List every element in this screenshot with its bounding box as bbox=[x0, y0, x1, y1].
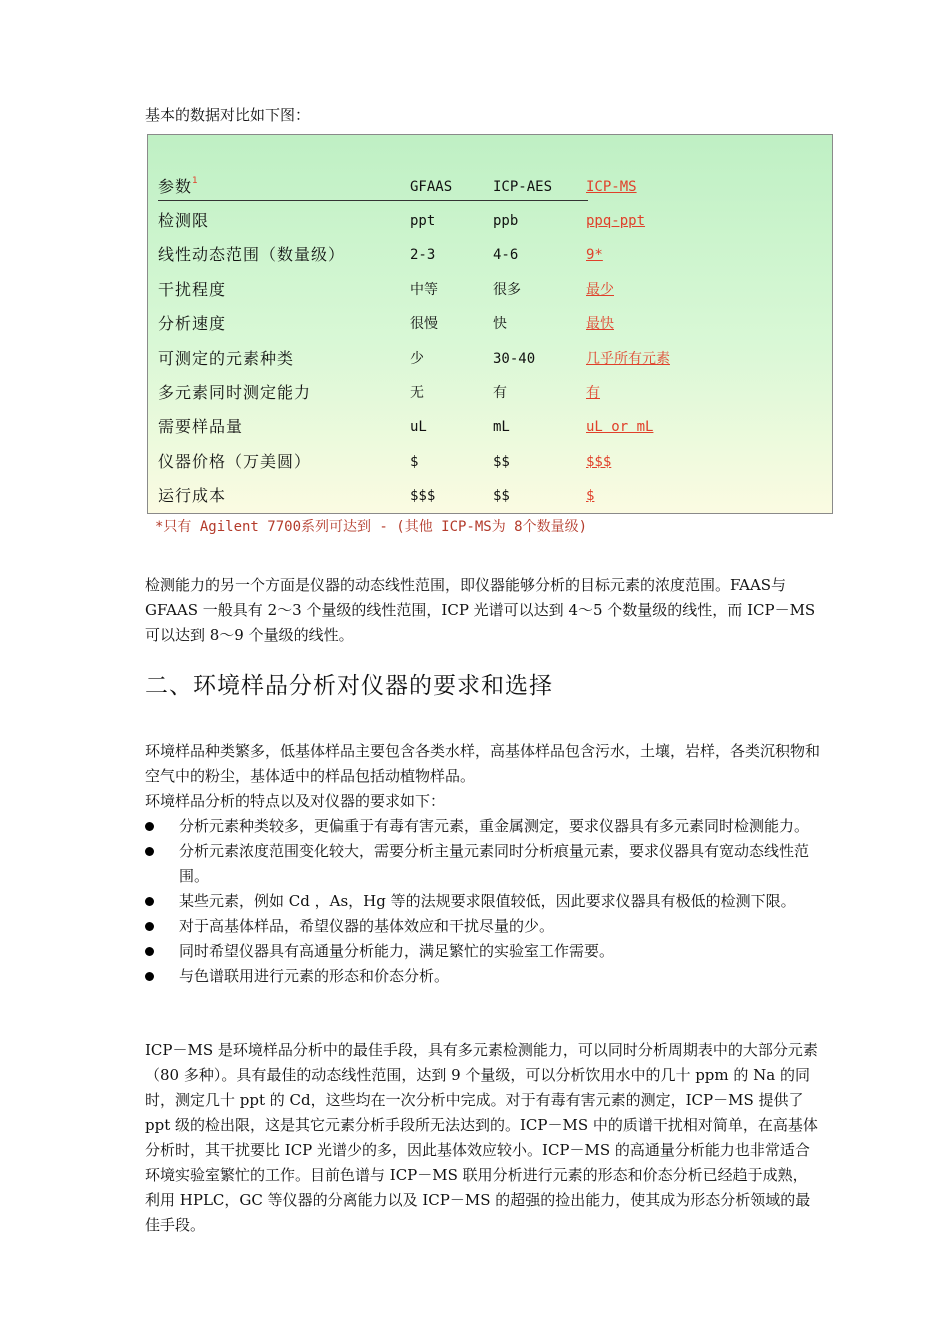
header-col3: ICP-MS bbox=[586, 179, 637, 195]
list-item bbox=[145, 964, 820, 989]
paragraph-sample-types: 环境样品种类繁多，低基体样品主要包含各类水样，高基体样品包含污水，土壤，岩样，各类沉积物和空气中的粉尘，基体适中的样品包括动植物样品。 bbox=[145, 742, 821, 785]
header-col2: ICP-AES bbox=[493, 179, 553, 195]
list-item-text: 同时希望仪器具有高通量分析能力，满足繁忙的实验室工作需要。 bbox=[179, 942, 615, 960]
row-param: 线性动态范围（数量级） bbox=[158, 245, 346, 265]
list-item-text: 某些元素，例如 Cd ，As，Hg 等的法规要求限值较低，因此要求仪器具有极低的检测下限。 bbox=[179, 892, 796, 910]
row-gfaas: 很慢 bbox=[410, 316, 438, 333]
paragraph-icpms-summary: ICP－MS 是环境样品分析中的最佳手段，具有多元素检测能力，可以同时分析周期表中的大部分元素（80 多种）。具有最佳的动态线性范围，达到 9 个量级，可以分析饮用水中的几十 ppm 的 Na 的同时，测定几十 ppt 的 Cd，这些均在一次分析中完成。对于有毒有害元素的测定，ICP－MS 提供了 ppt 级的检出限，这是其它元素分析手段所无法达到的。ICP－MS 中的质谱干扰相对简单，在高基体分析时，其干扰要比 ICP 光谱少的多，因此基体效应较小。ICP－MS 的高通量分析能力也非常适合环境实验室繁忙的工作。目前色谱与 ICP－MS 联用分析进行元素的形态和价态分析已经趋于成熟，利用 HPLC，GC 等仪器的分离能力以及 ICP－MS 的超强的捡出能力，使其成为形态分析领域的最佳手段。 bbox=[145, 1041, 818, 1234]
row-icpms: uL or mL bbox=[586, 419, 654, 436]
row-icpaes: 有 bbox=[493, 385, 507, 401]
row-gfaas: 2-3 bbox=[410, 247, 436, 264]
row-gfaas: uL bbox=[410, 419, 427, 436]
list-item-text: 对于高基体样品，希望仪器的基体效应和干扰尽量的少。 bbox=[179, 917, 555, 935]
paragraph-linear-range: 检测能力的另一个方面是仪器的动态线性范围，即仪器能够分析的目标元素的浓度范围。FAAS与 GFAAS 一般具有 2～3 个量级的线性范围，ICP 光谱可以达到 4～5 个数量级的线性，而 ICP－MS 可以达到 8～9 个量级的线性。 bbox=[145, 576, 816, 644]
row-gfaas: $$$ bbox=[410, 488, 436, 505]
header-param-label: 参数 bbox=[158, 177, 193, 196]
figure-footnote: *只有 Agilent 7700系列可达到 - (其他 ICP-MS为 8个数量级) bbox=[155, 519, 588, 535]
list-item bbox=[145, 914, 820, 939]
header-col1: GFAAS bbox=[410, 179, 453, 195]
header-superscript: 1 bbox=[192, 176, 199, 186]
row-param: 干扰程度 bbox=[158, 279, 227, 299]
bullet-dot-icon bbox=[145, 972, 154, 981]
list-item-text: 与色谱联用进行元素的形态和价态分析。 bbox=[179, 967, 450, 985]
comparison-figure bbox=[147, 134, 833, 514]
row-icpaes: 4-6 bbox=[493, 247, 519, 264]
row-icpaes: $$ bbox=[493, 488, 510, 505]
list-item bbox=[145, 814, 820, 839]
bullet-dot-icon bbox=[145, 947, 154, 956]
list-item bbox=[145, 939, 820, 964]
row-icpaes: ppb bbox=[493, 213, 519, 229]
row-param: 分析速度 bbox=[158, 314, 227, 334]
bullet-dot-icon bbox=[145, 922, 154, 931]
list-item-text: 分析元素浓度范围变化较大，需要分析主量元素同时分析痕量元素，要求仪器具有宽动态线性范围。 bbox=[179, 842, 810, 885]
row-param: 检测限 bbox=[158, 211, 210, 230]
row-icpms: 最少 bbox=[586, 281, 614, 298]
bullet-dot-icon bbox=[145, 847, 154, 856]
row-icpms: ppq-ppt bbox=[586, 213, 646, 229]
list-item-text: 分析元素种类较多，更偏重于有毒有害元素，重金属测定，要求仪器具有多元素同时检测能力。 bbox=[179, 817, 810, 835]
row-param: 运行成本 bbox=[158, 486, 227, 506]
row-param: 需要样品量 bbox=[158, 417, 244, 437]
intro-text: 基本的数据对比如下图： bbox=[145, 106, 311, 124]
row-icpms: $ bbox=[586, 488, 595, 505]
row-gfaas: $ bbox=[410, 453, 419, 470]
row-icpms: 9* bbox=[586, 247, 603, 264]
row-gfaas: 少 bbox=[410, 350, 424, 367]
row-param: 多元素同时测定能力 bbox=[158, 383, 312, 402]
section-heading: 二、环境样品分析对仪器的要求和选择 bbox=[145, 673, 553, 699]
row-gfaas: ppt bbox=[410, 213, 436, 229]
paragraph-requirements-intro: 环境样品分析的特点以及对仪器的要求如下： bbox=[145, 792, 446, 810]
bullet-dot-icon bbox=[145, 897, 154, 906]
row-icpaes: 快 bbox=[493, 316, 507, 333]
row-icpms: 有 bbox=[586, 385, 600, 401]
header-param bbox=[158, 173, 398, 201]
row-gfaas: 无 bbox=[410, 385, 424, 401]
list-item bbox=[145, 889, 820, 914]
row-icpms: 最快 bbox=[586, 316, 614, 333]
row-param: 仪器价格（万美圆） bbox=[158, 451, 312, 471]
row-icpaes: 很多 bbox=[493, 281, 521, 298]
row-icpaes: 30-40 bbox=[493, 350, 536, 367]
bullet-dot-icon bbox=[145, 822, 154, 831]
row-param: 可测定的元素种类 bbox=[158, 348, 295, 368]
row-icpaes: mL bbox=[493, 419, 510, 436]
row-icpms: 几乎所有元素 bbox=[586, 350, 670, 367]
row-icpms: $$$ bbox=[586, 453, 612, 470]
row-gfaas: 中等 bbox=[410, 281, 438, 298]
row-icpaes: $$ bbox=[493, 453, 510, 470]
list-item bbox=[145, 839, 820, 889]
requirements-list bbox=[145, 814, 820, 989]
